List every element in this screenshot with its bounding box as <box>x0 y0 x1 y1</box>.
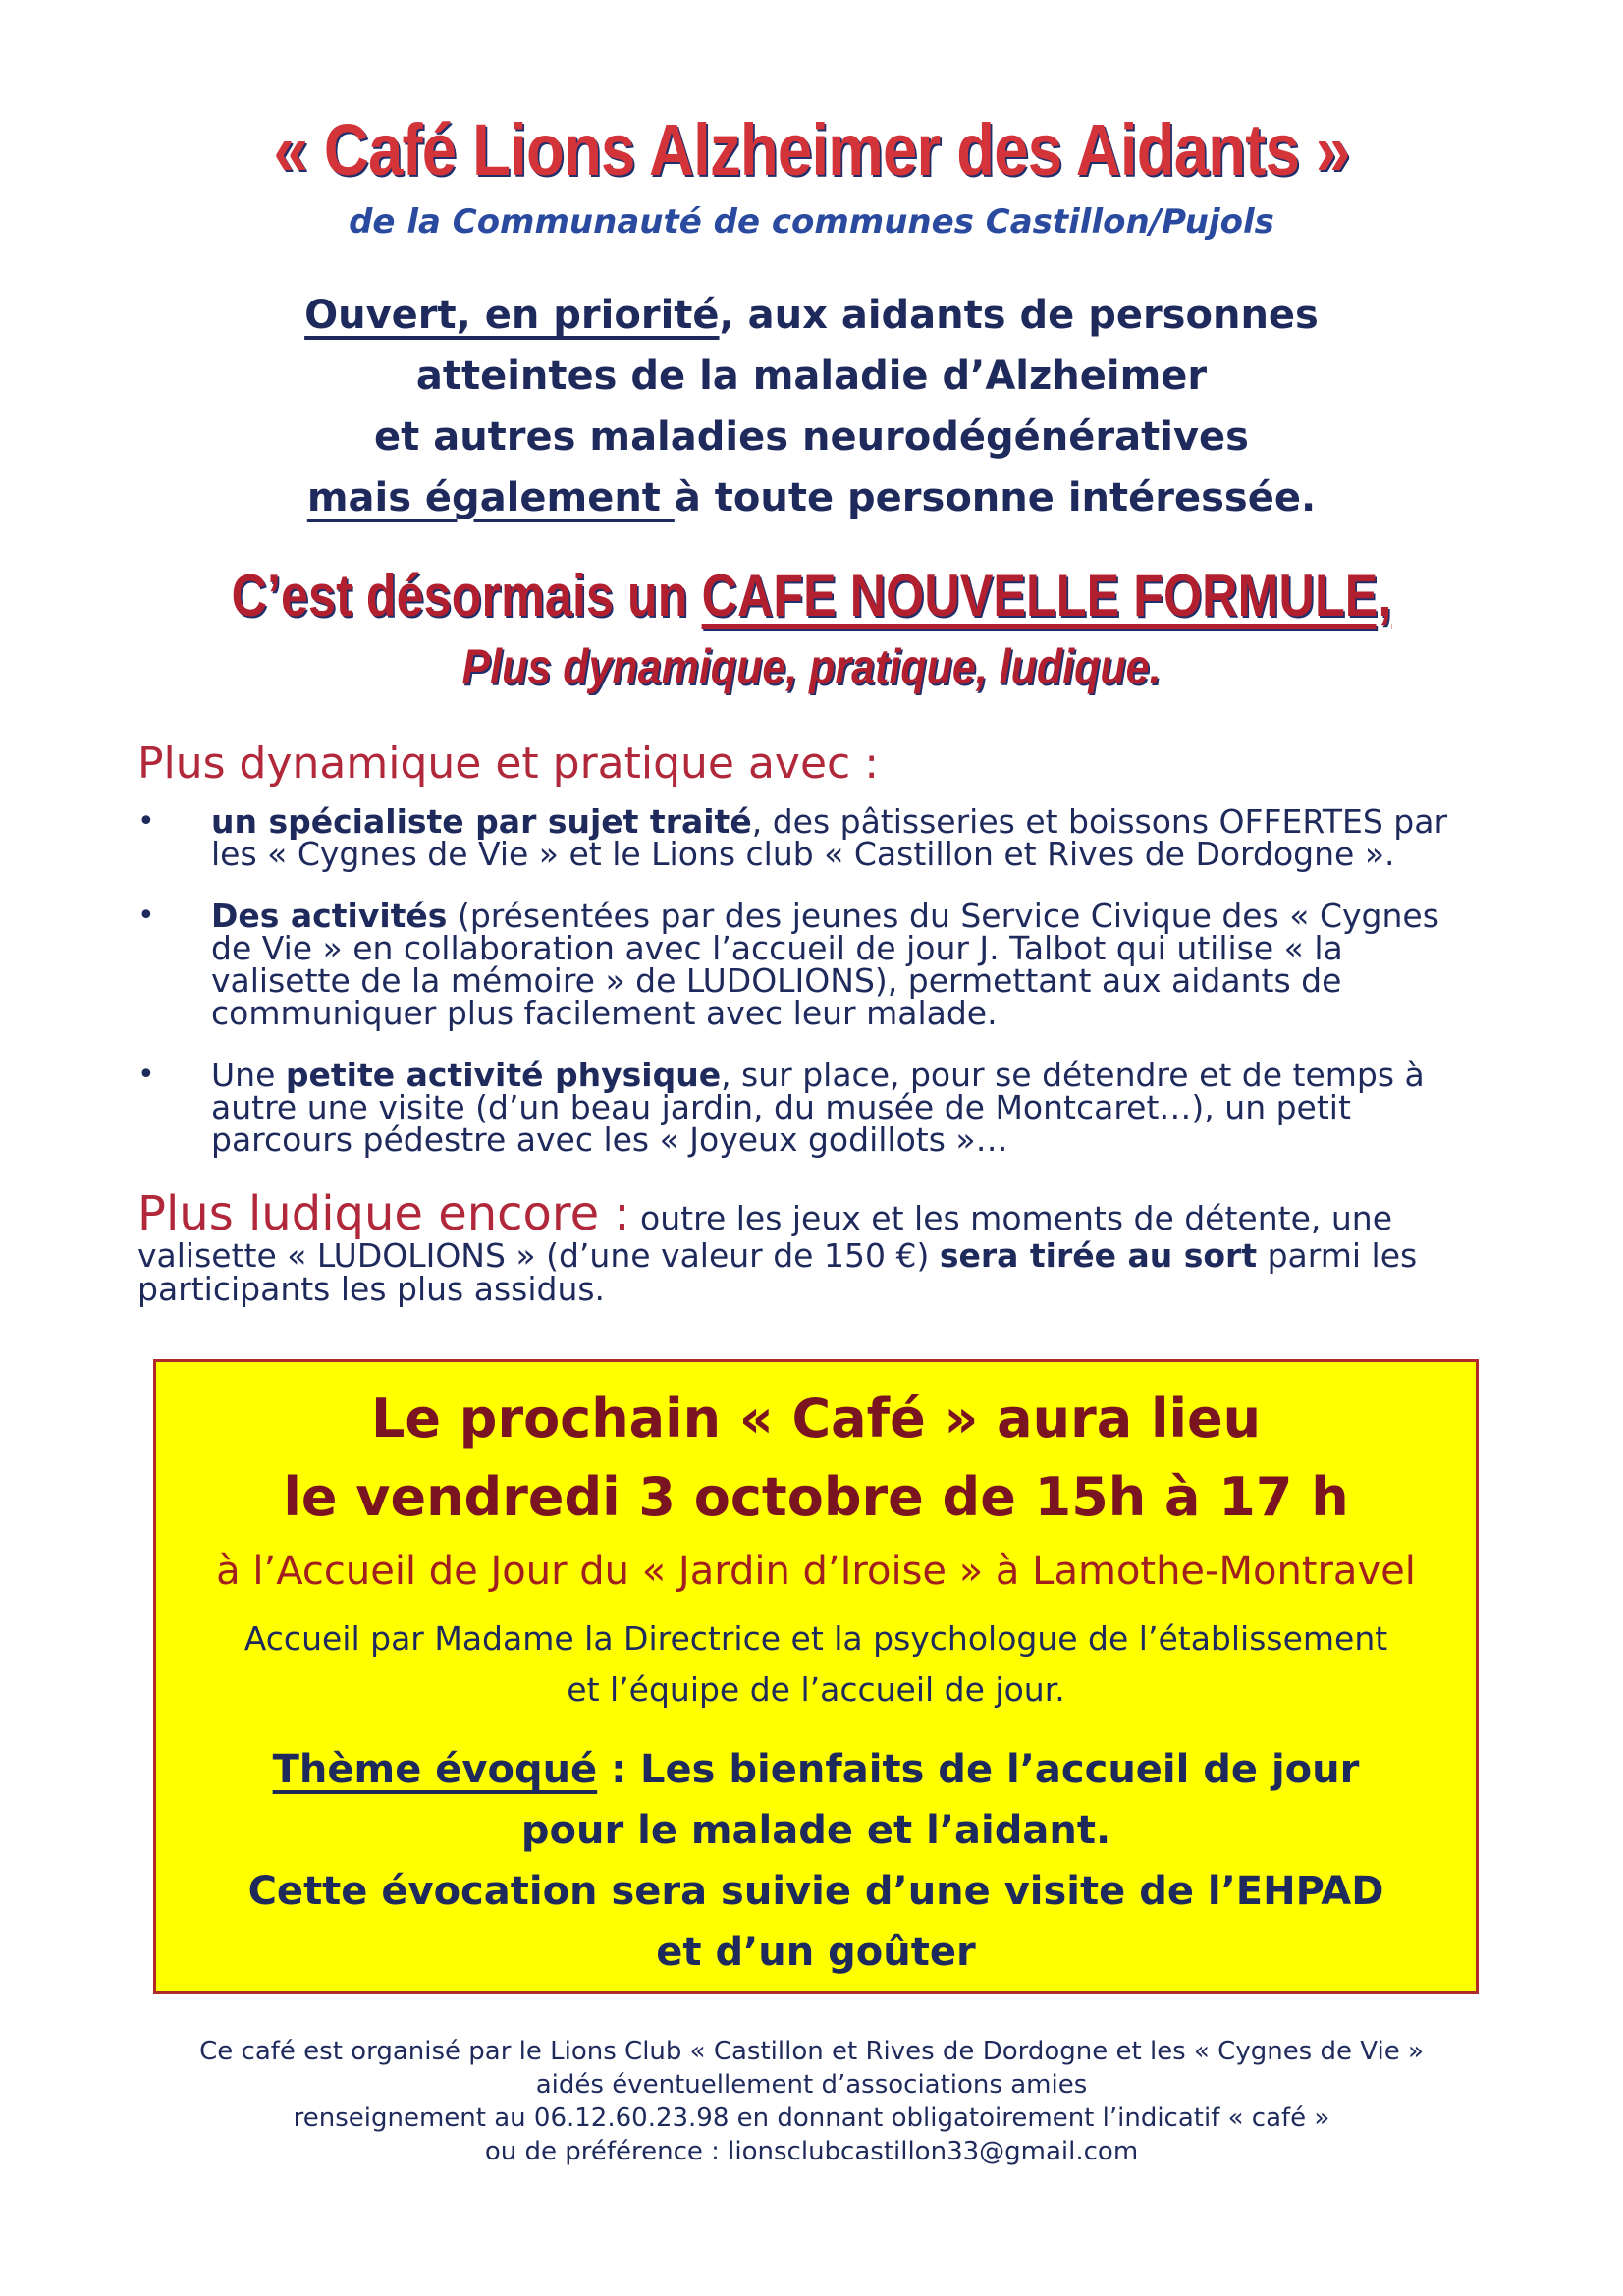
intro-paragraph <box>0 285 1623 528</box>
dynamic-bullet-list <box>137 802 1473 1185</box>
list-item-bold: petite activité physique <box>285 1056 722 1094</box>
formula-prefix: C’est désormais un <box>231 563 702 629</box>
event-welcome-line-2: et l’équipe de l’accueil de jour. <box>567 1670 1065 1709</box>
intro-line-1 <box>0 285 1623 346</box>
event-date: le vendredi 3 octobre de 15h à 17 h <box>283 1466 1349 1528</box>
ludique-text-2: parmi les participants les plus assidus. <box>137 1236 1418 1308</box>
ludique-bold: sera tirée au sort <box>939 1236 1258 1275</box>
list-item <box>137 897 1473 1032</box>
intro-also-underlined: mais également <box>306 475 675 520</box>
formula-subheading: Plus dynamique, pratique, ludique. <box>461 639 1162 694</box>
list-item <box>137 802 1473 873</box>
flyer-subtitle: de la Communauté de communes Castillon/Pujols <box>349 202 1274 242</box>
intro-line-4-rest: à toute personne intéressée. <box>674 475 1317 520</box>
event-theme <box>156 1739 1476 1983</box>
intro-line-1-rest: , aux aidants de personnes <box>719 293 1319 338</box>
event-theme-line-3: Cette évocation sera suivie d’une visite de l’EHPAD <box>247 1869 1384 1914</box>
list-item-text: , sur place, pour se détendre et de temps à autre une visite (d’un beau jardin, du musée de Montcaret…), un petit parcours pédestre avec les « Joyeux godillots »… <box>211 1056 1425 1159</box>
event-theme-line-1 <box>156 1739 1476 1800</box>
bullet-icon: • <box>137 899 155 933</box>
footer-line-4: ou de préférence : lionsclubcastillon33@gmail.com <box>484 2137 1139 2166</box>
footer-line-3: renseignement au 06.12.60.23.98 en donnant obligatoirement l’indicatif « café » <box>293 2104 1330 2133</box>
event-theme-line-2: pour le malade et l’aidant. <box>520 1808 1111 1853</box>
list-item-bold: un spécialiste par sujet traité <box>211 802 752 841</box>
event-theme-label: Thème évoqué <box>272 1747 598 1792</box>
ludique-text-1: outre les jeux et les moments de détente, une valisette « LUDOLIONS » (d’une valeur de 150 €) <box>137 1199 1392 1275</box>
ludique-title: Plus ludique encore : <box>137 1186 630 1241</box>
list-item-text: , des pâtisseries et boissons OFFERTES par les « Cygnes de Vie » et le Lions club « Castillon et Rives de Dordogne ». <box>211 802 1448 873</box>
event-welcome <box>156 1613 1476 1716</box>
new-formula-heading <box>130 562 1493 629</box>
flyer-title: « Café Lions Alzheimer des Aidants » <box>273 109 1350 191</box>
intro-line-3: et autres maladies neurodégénératives <box>374 414 1249 460</box>
bullet-icon: • <box>137 1058 155 1092</box>
event-location: à l’Accueil de Jour du « Jardin d’Iroise » à Lamothe-Montravel <box>216 1549 1416 1594</box>
event-theme-sep: : <box>597 1747 641 1792</box>
event-line-1: Le prochain « Café » aura lieu <box>370 1388 1262 1449</box>
event-announcement-box <box>153 1359 1479 1994</box>
footer-contact <box>0 2035 1623 2168</box>
list-item-text: (présentées par des jeunes du Service Civique des « Cygnes de Vie » en collaboration avec l’accueil de jour J. Talbot qui utilise « la valisette de la mémoire » de LUDOLIONS), permettant aux aidants de communiquer plus facilement avec leur malade. <box>211 897 1439 1032</box>
dynamic-section-title: Plus dynamique et pratique avec : <box>137 738 880 789</box>
intro-line-2: atteintes de la maladie d’Alzheimer <box>415 354 1208 399</box>
intro-priority-underlined: Ouvert, en priorité <box>304 293 720 338</box>
footer-line-2: aidés éventuellement d’associations amies <box>535 2070 1088 2100</box>
event-theme-text: Les bienfaits de l’accueil de jour <box>640 1747 1360 1792</box>
intro-line-4 <box>0 467 1623 528</box>
list-item-pre: Une <box>211 1056 286 1094</box>
event-theme-line-4: et d’un goûter <box>656 1930 976 1975</box>
footer-line-1: Ce café est organisé par le Lions Club « Castillon et Rives de Dordogne et les « Cygnes de Vie » <box>199 2037 1424 2066</box>
list-item <box>137 1056 1473 1159</box>
bullet-icon: • <box>137 804 155 839</box>
event-welcome-line-1: Accueil par Madame la Directrice et la psychologue de l’établissement <box>243 1619 1388 1658</box>
list-item-bold: Des activités <box>211 897 448 935</box>
ludique-paragraph <box>137 1188 1492 1306</box>
formula-underlined: CAFE NOUVELLE FORMULE, <box>701 563 1392 629</box>
